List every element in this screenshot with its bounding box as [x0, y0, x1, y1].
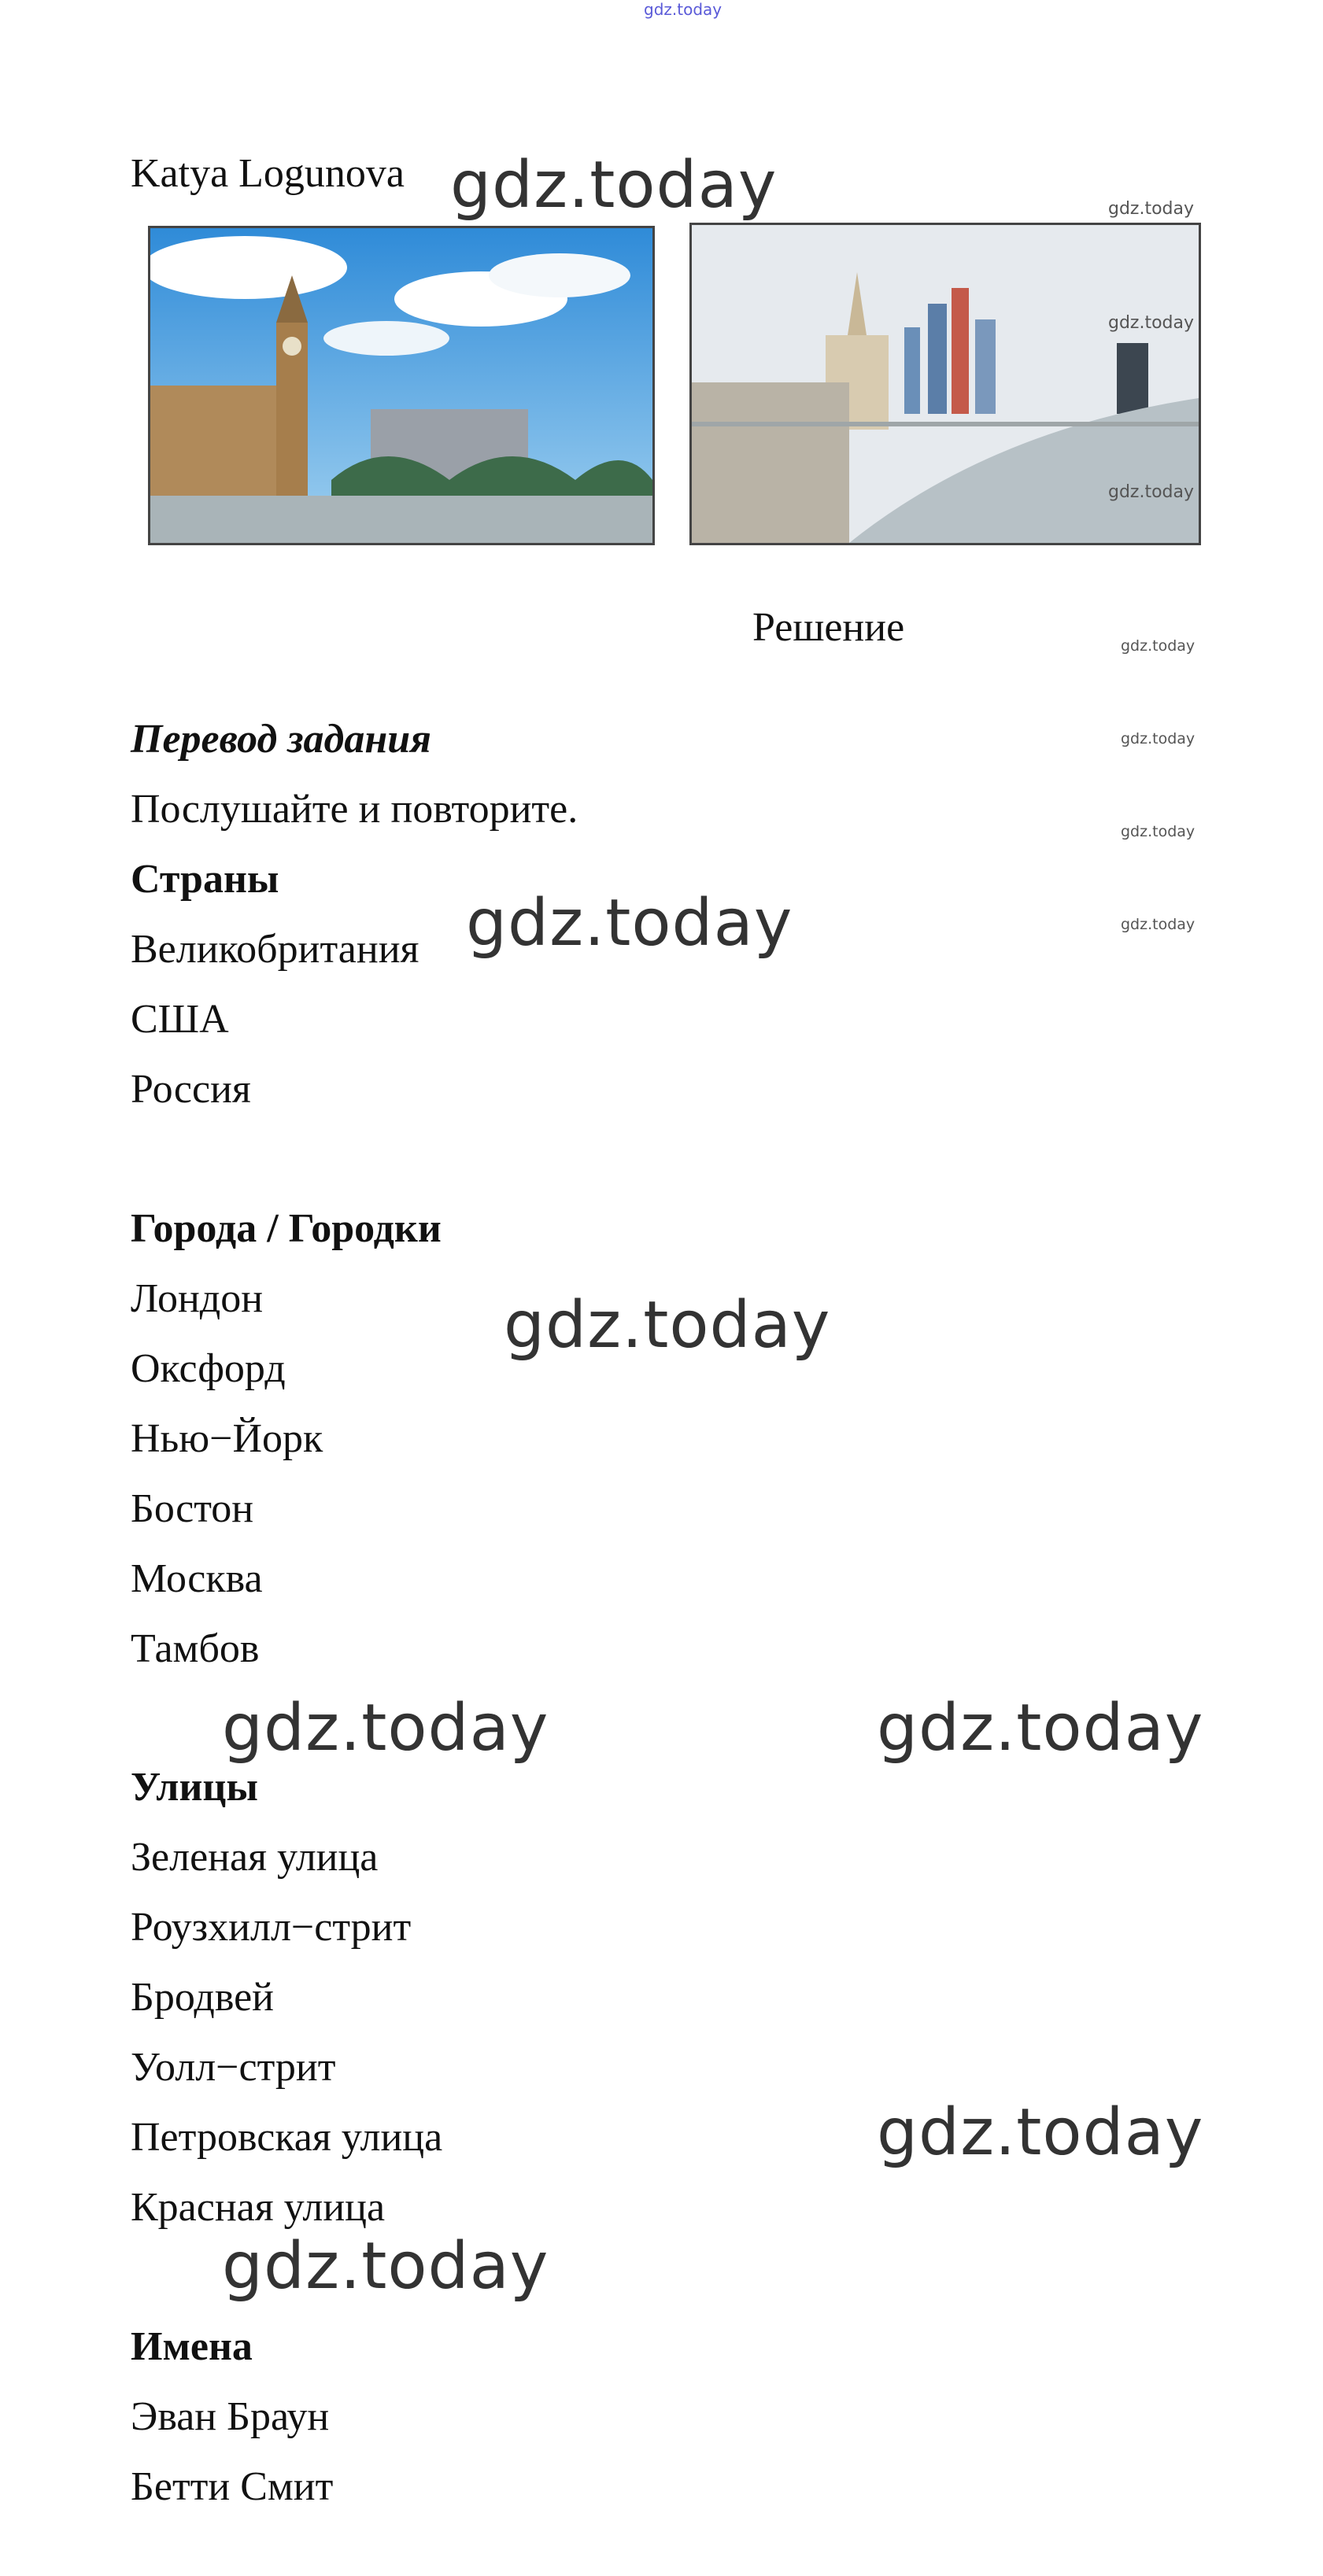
- london-big-ben-photo: [148, 226, 655, 545]
- watermark-small: gdz.today: [1108, 482, 1195, 502]
- list-item: Эван Браун: [131, 2394, 330, 2439]
- list-item: Бетти Смит: [131, 2464, 334, 2509]
- watermark: gdz.today: [466, 886, 793, 961]
- watermark-small: gdz.today: [1121, 730, 1196, 747]
- list-item: США: [131, 997, 229, 1042]
- watermark: gdz.today: [877, 2095, 1204, 2170]
- task-text: Послушайте и повторите.: [131, 787, 578, 832]
- list-item: Великобритания: [131, 927, 419, 972]
- author-name: Katya Logunova: [131, 151, 405, 196]
- list-item: Нью−Йорк: [131, 1416, 323, 1461]
- task-heading: Перевод задания: [131, 717, 431, 762]
- header-watermark: gdz.today: [644, 0, 722, 19]
- list-item: Роузхилл−стрит: [131, 1905, 412, 1950]
- list-item: Бродвей: [131, 1975, 274, 2020]
- list-item: Оксфорд: [131, 1346, 286, 1391]
- watermark-small: gdz.today: [1121, 637, 1196, 655]
- watermark-small: gdz.today: [1108, 199, 1195, 219]
- section-heading-cities: Города / Городки: [131, 1206, 442, 1251]
- watermark: gdz.today: [877, 1691, 1204, 1766]
- list-item: Лондон: [131, 1276, 264, 1321]
- watermark-small: gdz.today: [1121, 916, 1196, 933]
- watermark-small: gdz.today: [1121, 823, 1196, 840]
- list-item: Красная улица: [131, 2185, 386, 2230]
- watermark: gdz.today: [504, 1288, 831, 1363]
- watermark-small: gdz.today: [1108, 313, 1195, 333]
- watermark: gdz.today: [222, 2229, 549, 2304]
- list-item: Уолл−стрит: [131, 2045, 336, 2090]
- list-item: Бостон: [131, 1486, 254, 1531]
- section-heading-names: Имена: [131, 2324, 253, 2369]
- list-item: Тамбов: [131, 1626, 260, 1671]
- watermark: gdz.today: [222, 1691, 549, 1766]
- watermark: gdz.today: [450, 148, 778, 223]
- list-item: Петровская улица: [131, 2115, 443, 2160]
- list-item: Россия: [131, 1067, 251, 1112]
- list-item: Москва: [131, 1556, 263, 1601]
- list-item: Зеленая улица: [131, 1835, 379, 1880]
- solution-title: Решение: [752, 605, 905, 650]
- section-heading-streets: Улицы: [131, 1765, 258, 1810]
- section-heading-countries: Страны: [131, 857, 279, 902]
